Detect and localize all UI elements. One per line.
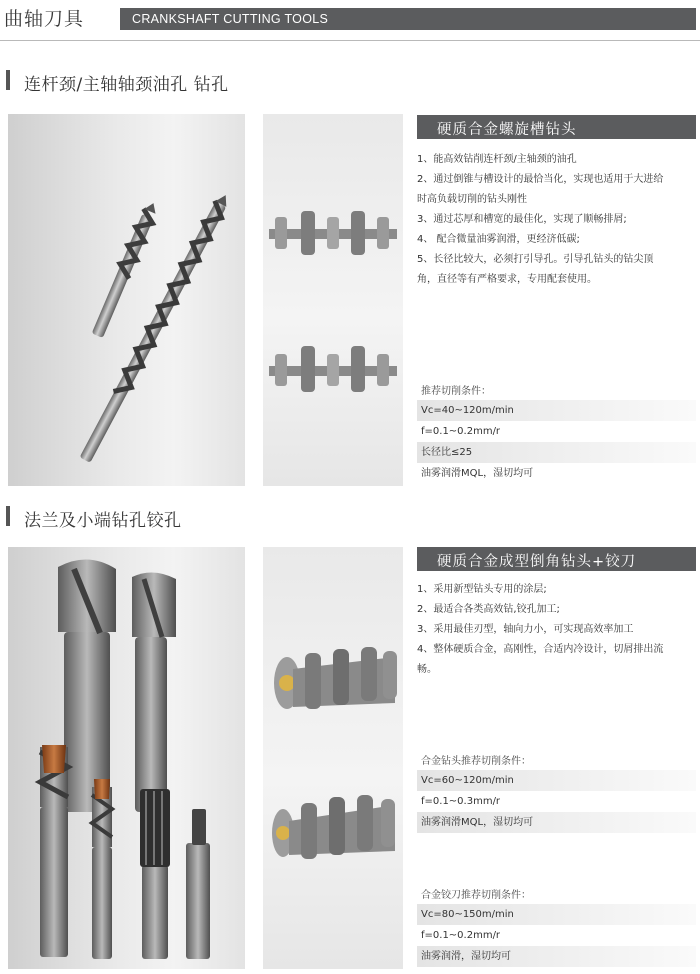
condition-row: Vc=40~120m/min	[417, 400, 696, 421]
feature-item: 4、 配合微量油雾润滑，更经济低碳;	[417, 234, 580, 245]
feature-item: 1、采用新型钻头专用的涂层;	[417, 584, 547, 595]
feature-item: 畅。	[417, 664, 437, 675]
spiral-drill-illustration	[8, 114, 245, 486]
feature-item: 1、能高效钻削连杆颈/主轴颈的油孔	[417, 154, 577, 165]
feature-item: 角，直径等有严格要求，专用配套使用。	[417, 274, 597, 285]
header-bar	[120, 8, 696, 30]
product-title: 硬质合金成型倒角钻头+铰刀	[437, 554, 637, 570]
drill-conditions-table	[417, 770, 696, 833]
product-banner-spiral-drill	[417, 115, 696, 139]
feature-list	[417, 580, 699, 680]
condition-row: f=0.1~0.2mm/r	[417, 925, 696, 946]
condition-row: Vc=60~120m/min	[417, 770, 696, 791]
condition-row: 油雾润滑，湿切均可	[417, 946, 696, 967]
feature-list	[417, 150, 699, 290]
section-marker	[6, 506, 10, 526]
crankshaft-illustration	[263, 114, 403, 486]
condition-row: 油雾润滑MQL，湿切均可	[417, 812, 696, 833]
condition-row: f=0.1~0.2mm/r	[417, 421, 696, 442]
section-title-oil-hole: 连杆颈/主轴轴颈油孔 钻孔	[24, 75, 229, 95]
section-marker	[6, 70, 10, 90]
section-title-flange: 法兰及小端钻孔铰孔	[24, 511, 182, 531]
feature-item: 3、通过芯厚和槽宽的最佳化，实现了顺畅排屑;	[417, 214, 627, 225]
crankshaft-photo	[263, 114, 403, 486]
feature-item: 3、采用最佳刃型，轴向力小，可实现高效率加工	[417, 624, 634, 635]
feature-item: 2、通过倒锥与槽设计的最恰当化，实现也适用于大进给	[417, 174, 664, 185]
reamer-conditions-label: 合金铰刀推荐切削条件：	[421, 890, 531, 901]
page-title: 曲轴刀具	[4, 8, 85, 30]
crankshaft-illustration	[263, 547, 403, 969]
feature-item: 2、最适合各类高效钻,铰孔加工;	[417, 604, 560, 615]
cutting-conditions-table	[417, 400, 696, 484]
crankshaft-photo	[263, 547, 403, 969]
condition-row: Vc=80~150m/min	[417, 904, 696, 925]
condition-row: 油雾润滑MQL，湿切均可	[417, 463, 696, 484]
header-divider	[0, 40, 700, 41]
product-title: 硬质合金螺旋槽钻头	[437, 122, 577, 138]
condition-row: 长径比≤25	[417, 442, 696, 463]
reamer-conditions-table	[417, 904, 696, 967]
feature-item: 4、整体硬质合金，高刚性，合适内冷设计，切屑排出流	[417, 644, 664, 655]
feature-item: 时高负载切削的钻头刚性	[417, 194, 527, 205]
drill-conditions-label: 合金钻头推荐切削条件：	[421, 756, 531, 767]
header-subtitle: CRANKSHAFT CUTTING TOOLS	[132, 12, 329, 26]
cutting-conditions-label: 推荐切削条件：	[421, 386, 491, 397]
condition-row: f=0.1~0.3mm/r	[417, 791, 696, 812]
spiral-drill-photo	[8, 114, 245, 486]
feature-item: 5、长径比较大，必须打引导孔。引导孔钻头的钻尖顶	[417, 254, 654, 265]
product-banner-form-drill	[417, 547, 696, 571]
form-drill-photo	[8, 547, 245, 969]
form-drill-illustration	[8, 547, 245, 969]
